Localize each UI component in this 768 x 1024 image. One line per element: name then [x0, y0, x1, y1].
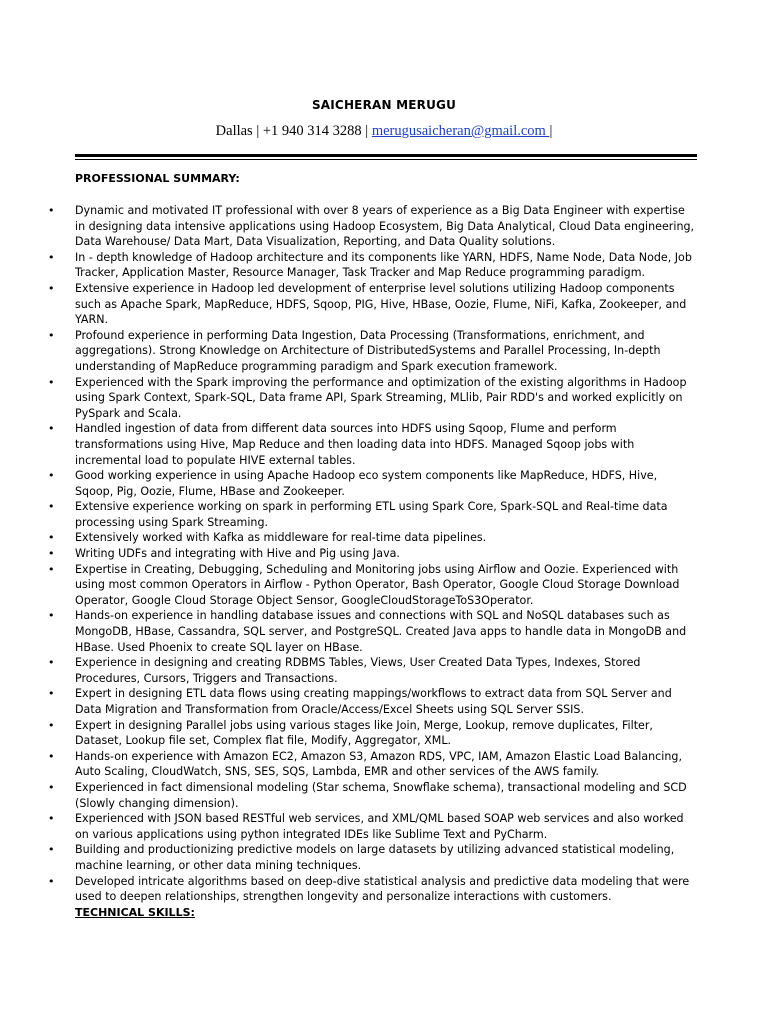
- email-link[interactable]: merugusaicheran@gmail.com: [371, 123, 550, 139]
- summary-item: [0, 562, 697, 609]
- summary-item-text: Hands-on experience in handling database issues and connections with SQL and NoSQL databases such as MongoDB, HBase, Cassandra, SQL server, and PostgreSQL. Created Java apps to handle data in MongoDB and HBase. Used Phoenix to create SQL layer on HBase.: [75, 609, 687, 654]
- contact-suffix: |: [549, 123, 553, 139]
- summary-item: [0, 499, 697, 530]
- candidate-name: SAICHERAN MERUGU: [311, 98, 457, 112]
- header-divider-thick: [75, 154, 697, 157]
- summary-item: [0, 842, 697, 873]
- bullet-icon: •: [48, 812, 55, 826]
- summary-item: [0, 874, 697, 905]
- summary-item: [0, 546, 697, 562]
- summary-item: [0, 375, 697, 422]
- summary-item: [0, 686, 697, 717]
- bullet-icon: •: [48, 843, 55, 857]
- summary-item: [0, 203, 697, 250]
- summary-item: [0, 250, 697, 281]
- bullet-icon: •: [48, 250, 55, 264]
- summary-item-text: Profound experience in performing Data Ingestion, Data Processing (Transformations, enrichment, and aggregations). Strong Knowledge on Architecture of DistributedSystems and Parallel Processing, In-depth understanding of MapReduce programming paradigm and Spark execution framework.: [75, 328, 661, 373]
- contact-line: [0, 123, 768, 140]
- bullet-icon: •: [48, 656, 55, 670]
- summary-item-text: Handled ingestion of data from different data sources into HDFS using Sqoop, Flume and perform transformations using Hive, Map Reduce and then loading data into HDFS. Managed Sqoop jobs with incremental load to populate HIVE external tables.: [75, 422, 635, 467]
- bullet-icon: •: [48, 562, 55, 576]
- summary-item: [0, 530, 697, 546]
- bullet-icon: •: [48, 375, 55, 389]
- summary-item-text: Expertise in Creating, Debugging, Scheduling and Monitoring jobs using Airflow and Oozie. Experienced with using most common Operators in Airflow - Python Operator, Bash Operator, Google Cloud Storage Download Operator, Google Cloud Storage Object Sensor, GoogleCloudStorageToS3Operator.: [75, 562, 680, 607]
- bullet-icon: •: [48, 281, 55, 295]
- bullet-icon: •: [48, 469, 55, 483]
- bullet-icon: •: [48, 874, 55, 888]
- summary-item: [0, 718, 697, 749]
- summary-item-text: Experienced with the Spark improving the performance and optimization of the existing algorithms in Hadoop using Spark Context, Spark-SQL, Data frame API, Spark Streaming, MLlib, Pair RDD's and worked explicitly on PySpark and Scala.: [75, 375, 687, 420]
- summary-item-text: In - depth knowledge of Hadoop architecture and its components like YARN, HDFS, Name Node, Data Node, Job Tracker, Application Master, Resource Manager, Task Tracker and Map Reduce programming paradigm.: [75, 250, 692, 280]
- professional-summary-heading: PROFESSIONAL SUMMARY:: [75, 172, 240, 185]
- summary-item-text: Writing UDFs and integrating with Hive and Pig using Java.: [75, 547, 400, 561]
- summary-item-text: Building and productionizing predictive models on large datasets by utilizing advanced statistical modeling, machine learning, or other data mining techniques.: [75, 843, 675, 872]
- summary-item: [0, 421, 697, 468]
- summary-item-text: Extensively worked with Kafka as middleware for real-time data pipelines.: [75, 531, 487, 545]
- bullet-icon: •: [48, 718, 55, 732]
- bullet-icon: •: [48, 204, 55, 217]
- summary-item-text: Good working experience in using Apache Hadoop eco system components like MapReduce, HDFS, Hive, Sqoop, Pig, Oozie, Flume, HBase and Zookeeper.: [75, 469, 658, 498]
- bullet-icon: •: [48, 780, 55, 794]
- bullet-icon: •: [48, 749, 55, 763]
- summary-item-text: Expert in designing Parallel jobs using various stages like Join, Merge, Lookup, remove duplicates, Filter, Dataset, Lookup file set, Complex flat file, Modify, Aggregator, XML.: [75, 718, 653, 748]
- summary-item-text: Expert in designing ETL data flows using creating mappings/workflows to extract data from SQL Server and Data Migration and Transformation from Oracle/Access/Excel Sheets using SQL Server SSIS.: [75, 687, 672, 716]
- summary-item-text: Extensive experience in Hadoop led development of enterprise level solutions utilizing Hadoop components such as Apache Spark, MapReduce, HDFS, Sqoop, PIG, Hive, HBase, Oozie, Flume, NiFi, Kafka, Zookeeper, and YARN.: [75, 281, 687, 327]
- summary-item-text: Experienced in fact dimensional modeling (Star schema, Snowflake schema), transactional modeling and SCD (Slowly changing dimension).: [75, 780, 687, 810]
- bullet-icon: •: [48, 422, 55, 436]
- summary-item-text: Extensive experience working on spark in performing ETL using Spark Core, Spark-SQL and Real-time data processing using Spark Streaming.: [75, 500, 668, 529]
- bullet-icon: •: [48, 531, 55, 545]
- summary-item-text: Experienced with JSON based RESTful web services, and XML/QML based SOAP web services and also worked on various applications using python integrated IDEs like Sublime Text and PyCharm.: [75, 812, 684, 841]
- summary-item: [0, 811, 697, 842]
- summary-item: [0, 281, 697, 328]
- summary-item: [0, 749, 697, 780]
- summary-item: [0, 655, 697, 686]
- bullet-icon: •: [48, 500, 55, 514]
- contact-prefix: Dallas | +1 940 314 3288 |: [215, 123, 372, 139]
- bullet-icon: •: [48, 609, 55, 623]
- summary-list: [0, 203, 768, 905]
- summary-item-text: Dynamic and motivated IT professional with over 8 years of experience as a Big Data Engineer with expertise in designing data intensive applications using Hadoop Ecosystem, Big Data Analytical, Cloud Data engineering, Data Warehouse/ Data Mart, Data Visualization, Reporting, and Data Quality solutions.: [75, 204, 695, 249]
- bullet-icon: •: [48, 328, 55, 342]
- summary-item: [0, 780, 697, 811]
- summary-item-text: Developed intricate algorithms based on deep-dive statistical analysis and predictive data modeling that were used to deepen relationships, strengthen longevity and personalize interactions with customers.: [75, 874, 690, 904]
- bullet-icon: •: [48, 547, 55, 561]
- summary-item: [0, 328, 697, 375]
- bullet-icon: •: [48, 687, 55, 701]
- summary-item-text: Hands-on experience with Amazon EC2, Amazon S3, Amazon RDS, VPC, IAM, Amazon Elastic Load Balancing, Auto Scaling, CloudWatch, SNS, SES, SQS, Lambda, EMR and other services of the AWS family.: [75, 749, 682, 779]
- technical-skills-heading: TECHNICAL SKILLS:: [75, 906, 195, 919]
- summary-item: [0, 608, 697, 655]
- header-divider-thin: [75, 159, 697, 160]
- summary-item: [0, 468, 697, 499]
- summary-item-text: Experience in designing and creating RDBMS Tables, Views, User Created Data Types, Indexes, Stored Procedures, Cursors, Triggers and Transactions.: [75, 656, 641, 685]
